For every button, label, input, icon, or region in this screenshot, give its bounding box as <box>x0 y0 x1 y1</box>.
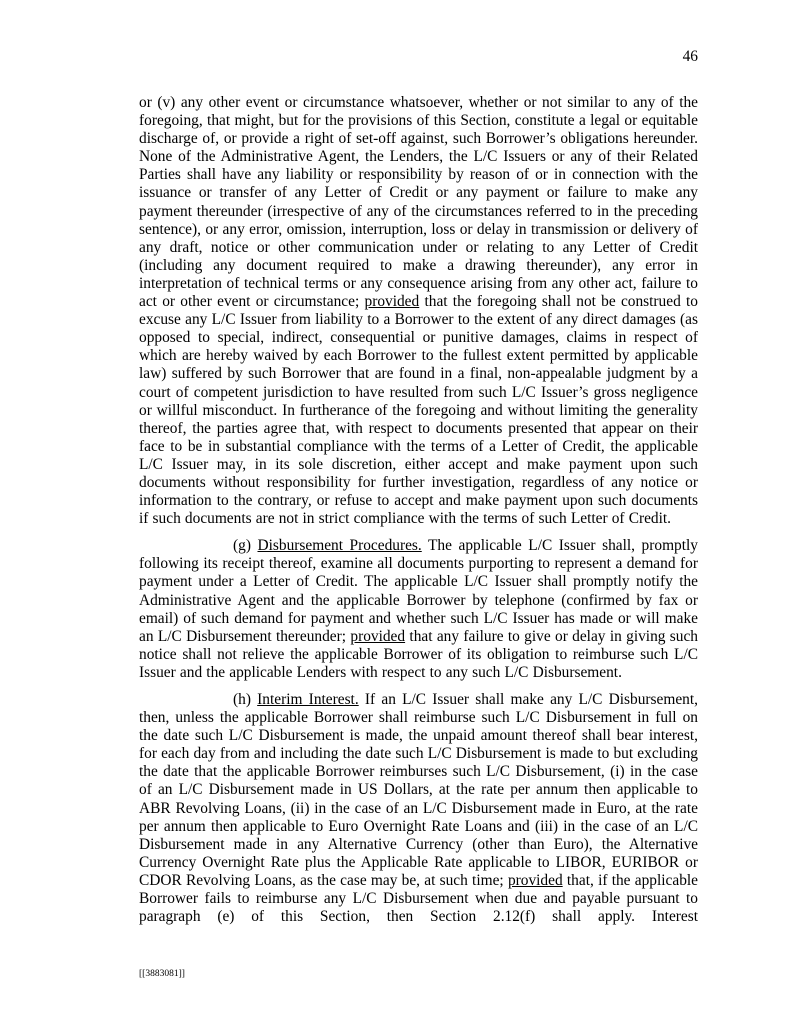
document-body <box>139 94 698 935</box>
text-segment: that any failure to give or delay in giving such notice shall not relieve the applicable Borrower of its obligation to reimburse such L/C Issuer and the applicable Lenders with respect to any such L/C Disbursement. <box>139 627 698 681</box>
underlined-term: provided <box>350 627 406 645</box>
page-number: 46 <box>682 48 698 65</box>
text-segment: The applicable L/C Issuer shall, promptly following its receipt thereof, examine all documents purporting to represent a demand for payment under a Letter of Credit. The applicable L/C Issuer shall promptly notify the Administrative Agent and the applicable Borrower by telephone (confirmed by fax or email) of such demand for payment and whether such L/C Issuer has made or will make an L/C Disbursement thereunder; <box>139 537 698 645</box>
paragraph-liability-continuation <box>139 94 698 528</box>
text-segment: that, if the applicable Borrower fails to reimburse any L/C Disbursement when due and payable pursuant to paragraph (e) of this Section, then Section 2.12(f) shall apply. Interest <box>139 871 698 926</box>
text-segment: (h) <box>233 691 258 708</box>
text-segment: (g) <box>233 537 258 555</box>
underlined-term: provided <box>507 871 563 889</box>
text-segment: or (v) any other event or circumstance whatsoever, whether or not similar to any of the foregoing, that might, but for the provisions of this Section, constitute a legal or equitable discharge of, or provide a right of set-off against, such Borrower’s obligations hereunder. None of the Administrative Agent, the Lenders, the L/C Issuers or any of their Related Parties shall have any liability or responsibility by reason of or in connection with the issuance or transfer of any Letter of Credit or any payment or failure to make any payment thereunder (irrespective of any of the circumstances referred to in the preceding sentence), or any error, omission, interruption, loss or delay in transmission or delivery of any draft, notice or other communication under or relating to any Letter of Credit (including any document required to make a drawing thereunder), any error in interpretation of technical terms or any consequence arising from any other act, failure to act or other event or circumstance; <box>139 94 698 311</box>
underlined-term: Interim Interest. <box>257 691 359 708</box>
text-segment: that the foregoing shall not be construed to excuse any L/C Issuer from liability to a Borrower to the extent of any direct damages (as opposed to special, indirect, consequential or punitive damages, claims in respect of which are hereby waived by each Borrower to the fullest extent permitted by applicable law) suffered by such Borrower that are found in a final, non-appealable judgment by a court of competent jurisdiction to have resulted from such L/C Issuer’s gross negligence or willful misconduct. In furtherance of the foregoing and without limiting the generality thereof, the parties agree that, with respect to documents presented that appear on their face to be in substantial compliance with the terms of a Letter of Credit, the applicable L/C Issuer may, in its sole discretion, either accept and make payment upon such documents without responsibility for further investigation, regardless of any notice or information to the contrary, or refuse to accept and make payment upon such documents if such documents are not in strict compliance with the terms of such Letter of Credit. <box>139 293 698 528</box>
text-segment: If an L/C Issuer shall make any L/C Disbursement, then, unless the applicable Borrower shall reimburse such L/C Disbursement in full on the date such L/C Disbursement is made, the unpaid amount thereof shall bear interest, for each day from and including the date such L/C Disbursement is made to but excluding the date that the applicable Borrower reimburses such L/C Disbursement, (i) in the case of an L/C Disbursement made in US Dollars, at the rate per annum then applicable to ABR Revolving Loans, (ii) in the case of an L/C Disbursement made in Euro, at the rate per annum then applicable to Euro Overnight Rate Loans and (iii) in the case of an L/C Disbursement made in any Alternative Currency (other than Euro), the Alternative Currency Overnight Rate plus the Applicable Rate applicable to LIBOR, EURIBOR or CDOR Revolving Loans, as the case may be, at such time; <box>139 691 698 889</box>
paragraph-clause-g-disbursement-procedures <box>139 537 698 682</box>
underlined-term: Disbursement Procedures. <box>257 537 422 555</box>
underlined-term: provided <box>364 293 420 311</box>
paragraph-clause-h-interim-interest <box>139 691 698 926</box>
document-footer-id: [[3883081]] <box>139 969 185 979</box>
